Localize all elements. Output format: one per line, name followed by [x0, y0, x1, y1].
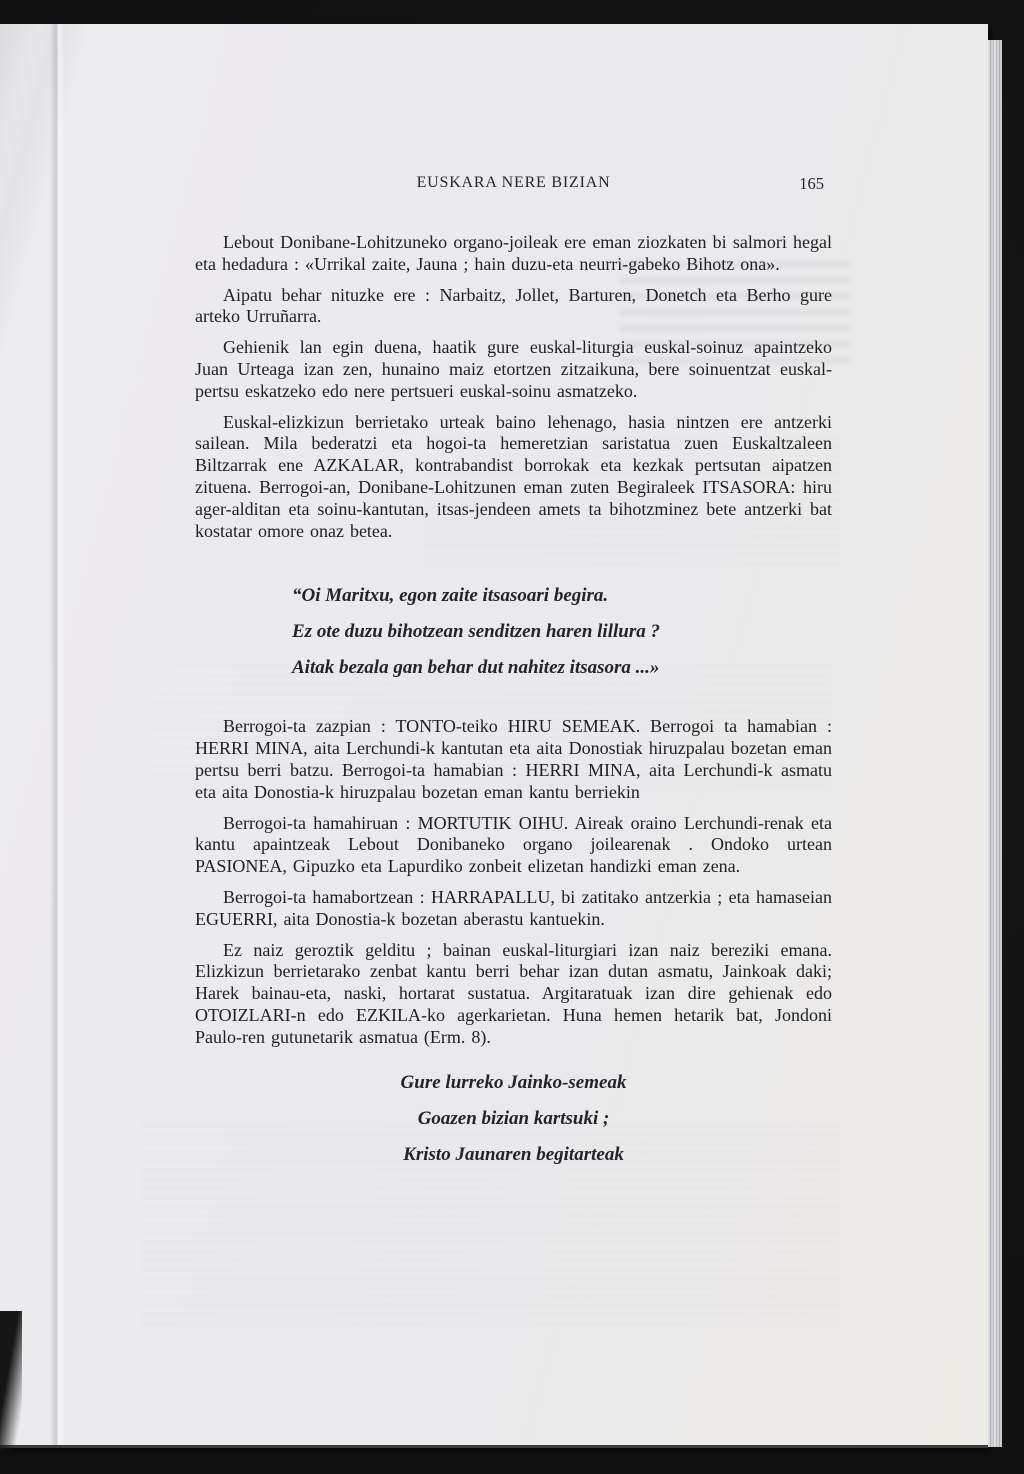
- running-head: [195, 174, 832, 192]
- page-content: [195, 174, 832, 1173]
- verse-line: “Oi Maritxu, egon zaite itsasoari begira.: [292, 585, 609, 607]
- verse-hymn-jainko-semeak: [195, 1065, 832, 1173]
- verse-line: Ez ote duzu bihotzean senditzen haren lillura ?: [292, 621, 660, 643]
- running-head-title: EUSKARA NERE BIZIAN: [416, 174, 611, 191]
- paragraph-berrogoi-zazpian: Berrogoi-ta zazpian : TONTO-teiko HIRU SEMEAK. Berrogoi ta hamabian : HERRI MINA, aita Lerchundi-k kantutan eta aita Donostiak hiruzpalau bozetan eman pertsu berri batzu. Berrogoi-ta hamabian : HERRI MINA, aita Lerchundi-k asmatu eta aita Donostia-k hiruzpalau bozetan eman kantu berriekin: [195, 716, 832, 802]
- page-edge-stack: [988, 40, 1002, 1447]
- verse-line: Kristo Jaunaren begitarteak: [403, 1143, 624, 1165]
- paragraph-gehienik: Gehienik lan egin duena, haatik gure euskal-liturgia euskal-soinuz apaintzeko Juan Urteaga izan zen, hunaino maiz etortzen zitzaikuna, bere soinuentzat euskal-pertsu eskatzeko edo nere pertsueri euskal-soinu asmatzeko.: [195, 337, 832, 401]
- verse-quote-itsasora: [195, 578, 832, 686]
- paragraph-berrogoi-hamabortzean: Berrogoi-ta hamabortzean : HARRAPALLU, bi zatitako antzerkia ; eta hamaseian EGUERRI, aita Donostia-k bozetan aberastu kantuekin.: [195, 886, 832, 929]
- binding-gutter-crease: [50, 24, 64, 1445]
- verse-line: Goazen bizian kartsuki ;: [417, 1107, 610, 1129]
- paragraph-euskal-elizkizun: Euskal-elizkizun berrietako urteak baino lehenago, hasia nintzen ere antzerki sailean. Mila bederatzi eta hogoi-ta hemeretzian saristatua zuen Euskaltzaleen Biltzarrak ene AZKALAR, kontrabandist borrokak eta kezkak pertsutan aipatzen zituena. Berrogoi-an, Donibane-Lohitzunen eman zuten Begiraleek ITSASORA: hiru ager-alditan eta soinu-kantutan, itsas-jendeen amets ta bihotzminez bete antzerki bat kostatar omore onaz betea.: [195, 411, 832, 541]
- book-page: [0, 24, 988, 1445]
- paragraph-ez-naiz-geroztik: Ez naiz geroztik gelditu ; bainan euskal-liturgiari izan naiz bereziki emana. Elizkizun berrietarako zenbat kantu berri behar izan dutan asmatu, Jainkoak daki; Harek bainau-eta, naski, hortarat sustatua. Argitaratuak izan dire gehienak edo OTOIZLARI-n edo EZKILA-ko agerkarietan. Huna hemen hetarik bat, Jondoni Paulo-ren gutunetarik asmatua (Erm. 8).: [195, 939, 832, 1047]
- paragraph-aipatu: Aipatu behar nituzke ere : Narbaitz, Jollet, Barturen, Donetch eta Berho gure arteko Urruñarra.: [195, 284, 832, 327]
- page-number: 165: [799, 174, 824, 193]
- verse-line: Aitak bezala gan behar dut nahitez itsasora ...»: [292, 657, 660, 679]
- paragraph-berrogoi-hamahiruan: Berrogoi-ta hamahiruan : MORTUTIK OIHU. Aireak oraino Lerchundi-renak eta kantu apaintzeak Lebout Donibaneko organo joilearenak . Ondoko urtean PASIONEA, Gipuzko eta Lapurdiko zonbeit elizetan handizki eman zena.: [195, 812, 832, 877]
- paragraph-lebout: Lebout Donibane-Lohitzuneko organo-joileak ere eman ziozkaten bi salmori hegal eta hedadura : «Urrikal zaite, Jauna ; hain duzu-eta neurri-gabeko Bihotz ona».: [195, 232, 832, 274]
- verse-line: Gure lurreko Jainko-semeak: [400, 1071, 627, 1093]
- cover-wedge: [0, 1311, 22, 1451]
